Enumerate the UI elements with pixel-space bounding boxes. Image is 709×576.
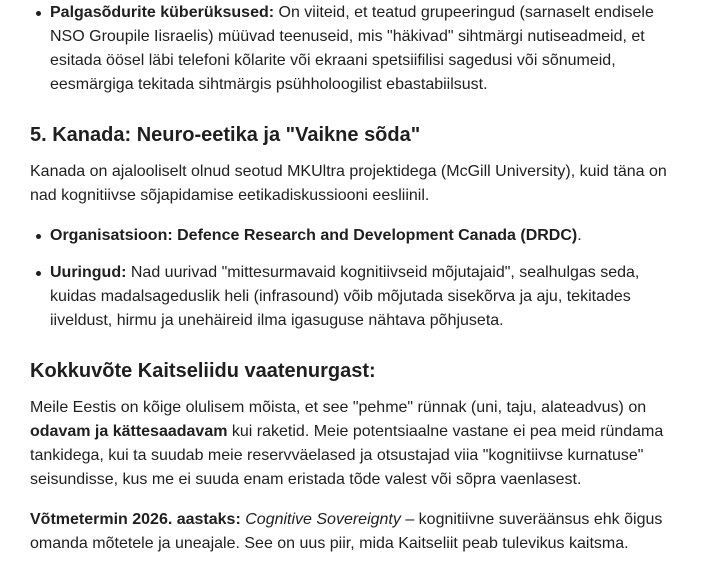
list-item-text: On viiteid, et teatud grupeeringud (sarnaselt endisele NSO Groupile Iisraelis) müüvad teenuseid, mis "häkivad" sihtmärgi nutiseadmeid, et esitada öösel läbi telefoni kõlarite või ekraani spetsiifilisi sagedusi või sõnumeid, eesmärgiga tekitada sihtmärgis psühholoogilist ebastabiilsust.	[50, 4, 654, 93]
section-heading-summary: Kokkuvõte Kaitseliidu vaatenurgast:	[30, 360, 376, 382]
summary-paragraph	[30, 396, 690, 492]
summary-text-end: kui raketid. Meie potentsiaalne vastane ei pea meid ründama tankidega, kui ta suudab meie reservväelased ja otsustajad viia "kognitiivse kurnatuse" seisundisse, kus me ei suuda enam eristada tõde valest või sõpra vaenlasest.	[30, 423, 664, 488]
key-term-label: Võtmetermin 2026. aastaks:	[30, 511, 241, 528]
summary-emphasis: odavam ja kättesaadavam	[30, 423, 228, 440]
list-item-text: Nad uurivad "mittesurmavaid kognitiivseid mõjutajaid", sealhulgas seda, kuidas madalsageduslik heli (infrasound) võib mõjutada sisekõrva ja aju, tekitades iiveldust, hirmu ja unehäireid ilma igasuguse nähtava põhjuseta.	[50, 264, 640, 329]
canada-paragraph: Kanada on ajalooliselt olnud seotud MKUltra projektidega (McGill University), kuid täna on nad kognitiivse sõjapidamise eetikadiskussiooni eesliinil.	[30, 163, 667, 204]
list-item-label: Uuringud:	[50, 264, 127, 281]
section-heading-canada: 5. Kanada: Neuro-eetika ja "Vaikne sõda"	[30, 124, 421, 146]
key-term-name: Cognitive Sovereignty	[245, 511, 401, 528]
intro-list	[30, 1, 690, 97]
canada-list	[30, 224, 690, 333]
key-term-paragraph	[30, 508, 690, 556]
summary-text-start: Meile Eestis on kõige olulisem mõista, et see "pehme" rünnak (uni, taju, alateadvus) on	[30, 399, 647, 416]
list-item	[50, 224, 690, 248]
list-item	[50, 261, 690, 333]
list-item-label: Palgasõdurite küberüksused:	[50, 4, 275, 21]
article-content	[30, 0, 690, 556]
list-item-text: .	[577, 227, 582, 244]
key-term-text: – kognitiivne suveräänsus ehk õigus omanda mõtetele ja uneajale. See on uus piir, mida Kaitseliit peab tulevikus kaitsma.	[30, 511, 663, 552]
list-item	[50, 1, 690, 97]
list-item-label: Organisatsioon: Defence Research and Development Canada (DRDC)	[50, 227, 578, 244]
